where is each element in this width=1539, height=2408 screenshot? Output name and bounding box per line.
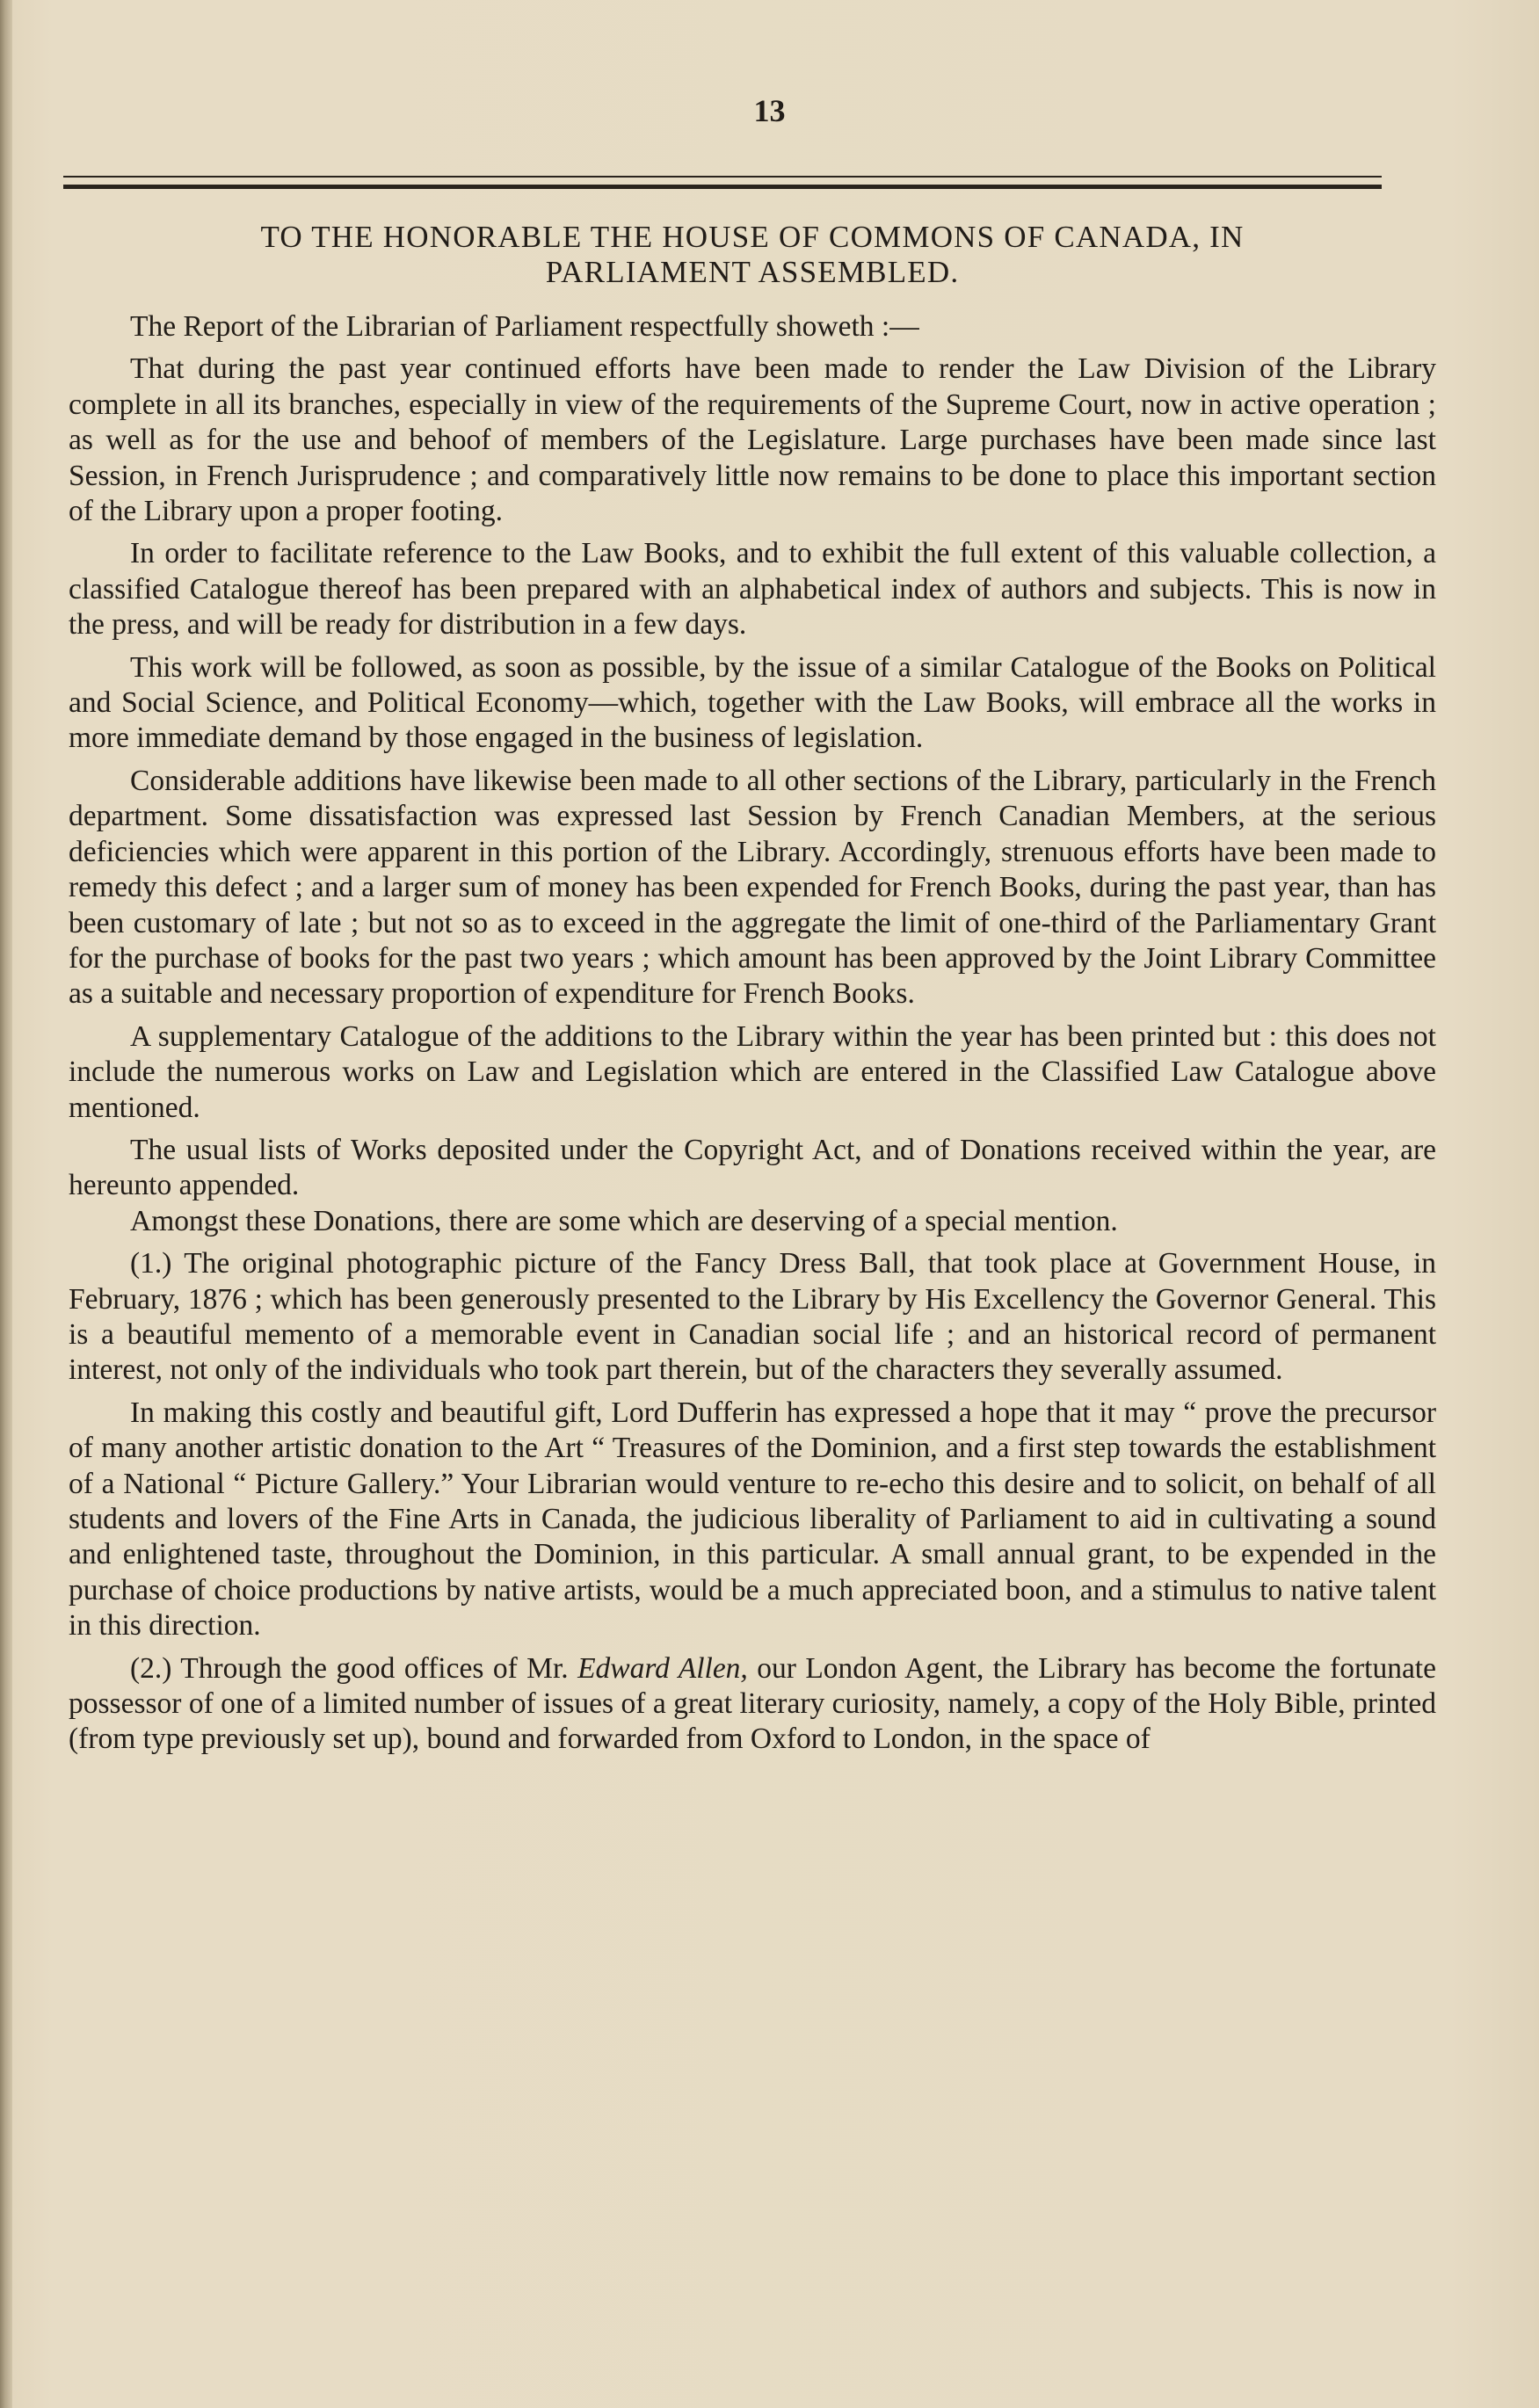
- paragraph-donations-intro: Amongst these Donations, there are some which are deserving of a special mention.: [130, 1204, 1118, 1237]
- paragraph-french-books: Considerable additions have likewise been made to all other sections of the Library, particularly in the French department. Some dissatisfaction was expressed last Session by French Canadian Members, at the serious deficiencies which were apparent in this portion of the Library. Accordingly, strenuous efforts have been made to remedy this defect ; and a larger sum of money has been expended for French Books, during the past year, than has been customary of late ; but not so as to exceed in the aggregate the limit of one-third of the Parliamentary Grant for the purchase of books for the past two years ; which amount has been approved by the Joint Library Committee as a suitable and necessary proportion of expenditure for French Books.: [69, 764, 1436, 1011]
- paragraph-dufferin-gift: In making this costly and beautiful gift, Lord Dufferin has expressed a hope that it may “ prove the precursor of many another artistic donation to the Art “ Treasures of the Dominion, and a first step towards the establishment of a National “ Picture Gallery.” Your Librarian would venture to re-echo this desire and to solicit, on behalf of all students and lovers of the Fine Arts in Canada, the judicious liberality of Parliament to aid in cultivating a sound and enlightened taste, throughout the Dominion, in this particular. A small annual grant, to be expended in the purchase of choice productions by native artists, would be a much appreciated boon, and a stimulus to native talent in this direction.: [69, 1396, 1436, 1643]
- paragraph-salutation: The Report of the Librarian of Parliament respectfully showeth :—: [130, 310, 919, 343]
- document-body: [69, 211, 1436, 1765]
- heading-line-1: TO THE HONORABLE THE HOUSE OF COMMONS OF CANADA, IN: [260, 220, 1245, 254]
- address-heading: [69, 220, 1436, 290]
- paragraph-fancy-dress-ball: (1.) The original photographic picture of the Fancy Dress Ball, that took place at Government House, in February, 1876 ; which has been generously presented to the Library by His Excellency the Governor General. This is a beautiful memento of a memorable event in Canadian social life ; and an historical record of permanent interest, not only of the individuals who took part therein, but of the characters they severally assumed.: [69, 1247, 1436, 1387]
- paragraph-law-catalogue: In order to facilitate reference to the Law Books, and to exhibit the full extent of this valuable collection, a classified Catalogue thereof has been prepared with an alphabetical index of authors and subjects. This is now in the press, and will be ready for distribution in a few days.: [69, 537, 1436, 642]
- header-rule-thick: [63, 185, 1382, 189]
- agent-name: Edward Allen,: [577, 1651, 748, 1685]
- heading-line-2: PARLIAMENT ASSEMBLED.: [545, 255, 960, 289]
- header-rule-thin: [63, 176, 1382, 178]
- paragraph-law-division: That during the past year continued efforts have been made to render the Law Division of the Library complete in all its branches, especially in view of the requirements of the Supreme Court, now in active operation ; as well as for the use and behoof of members of the Legislature. Large purchases have been made since last Session, in French Jurisprudence ; and comparatively little now remains to be done to place this important section of the Library upon a proper footing.: [69, 352, 1436, 528]
- page-number: 13: [753, 93, 786, 128]
- paragraph-holy-bible: [69, 1651, 1436, 1758]
- bible-text-start: (2.) Through the good offices of Mr.: [130, 1651, 578, 1685]
- paragraph-copyright-lists: The usual lists of Works deposited under the Copyright Act, and of Donations received within the year, are hereunto appended.: [69, 1133, 1436, 1202]
- page-spine-edge: [0, 0, 12, 2408]
- paragraph-political-catalogue: This work will be followed, as soon as possible, by the issue of a similar Catalogue of the Books on Political and Social Science, and Political Economy—which, together with the Law Books, will embrace all the works in more immediate demand by those engaged in the business of legislation.: [69, 650, 1436, 755]
- bible-text-end: our London Agent, the Library has become the fortunate possessor of one of a limited number of issues of a great literary curiosity, namely, a copy of the Holy Bible, printed (from type previously set up), bound and forwarded from Oxford to London, in the space of: [69, 1651, 1436, 1756]
- paragraph-supplementary-catalogue: A supplementary Catalogue of the additions to the Library within the year has been printed but : this does not include the numerous works on Law and Legislation which are entered in the Classified Law Catalogue above mentioned.: [69, 1019, 1436, 1124]
